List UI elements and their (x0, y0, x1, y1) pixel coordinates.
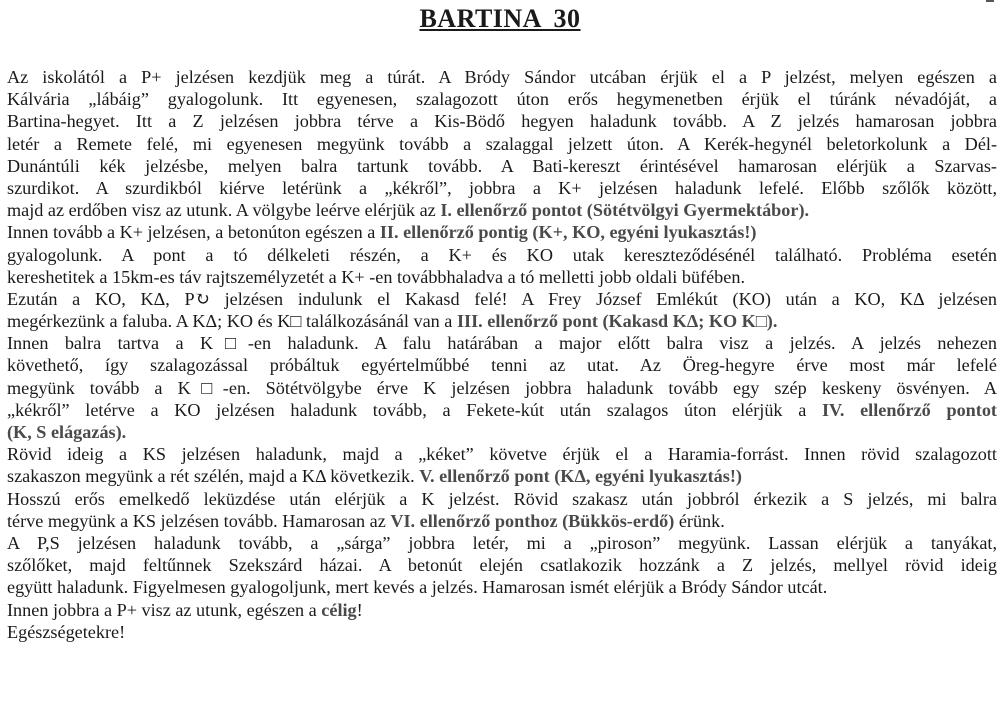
text-line (7, 554, 997, 576)
checkpoint-text: célig (321, 599, 357, 620)
text-segment: követhető, így szalagozással próbáltuk egyértelműbbé tenni az utat. Az Öreg-hegyre érve most már lefelé (7, 355, 997, 376)
text-line (7, 110, 997, 132)
text-line (7, 532, 997, 554)
text-line (7, 488, 997, 510)
text-segment: Hosszú erős emelkedő leküzdése után elérjük a K jelzést. Rövid szakasz után jobbról érkezik a S jelzés, mi balra (7, 488, 997, 509)
checkpoint-text: I. ellenőrző pontot (Sötétvölgyi Gyermektábor). (440, 200, 810, 221)
text-segment: együtt haladunk. Figyelmesen gyalogoljunk, mert kevés a jelzés. Hamarosan ismét elérjük a Bródy Sándor utcát. (7, 577, 828, 598)
text-segment: majd az erdőben visz az utunk. A völgybe leérve elérjük az (7, 200, 441, 221)
text-segment: szőlőket, majd feltűnnek Szekszárd házai. A betonút elején csatlakozik hozzánk a Z jelzés, mellyel rövid ideig (7, 555, 997, 576)
text-line (7, 332, 997, 354)
text-segment: Innen tovább a K+ jelzésen, a betonúton egészen a (7, 222, 380, 243)
text-segment: megérkezünk a faluba. A KΔ; KO és K□ találkozásánál van a (7, 311, 457, 332)
text-segment: letér a Remete felé, mi egyenesen megyünk tovább a szalaggal jelzett úton. A Kerék-hegynél beletorkolunk a Dél- (7, 133, 997, 154)
text-segment: ! (356, 599, 363, 620)
route-description (7, 66, 997, 643)
text-segment: térve megyünk a KS jelzésen tovább. Hamarosan az (7, 510, 391, 531)
text-line (7, 510, 997, 532)
text-line (7, 465, 997, 487)
text-segment: Ezután a KO, KΔ, P↻ jelzésen indulunk el Kakasd felé! A Frey József Emlékút (KO) után a KO, KΔ jelzésen (7, 288, 997, 309)
text-segment: Innen jobbra a P+ visz az utunk, egészen a (7, 599, 322, 620)
text-segment: „kékről” letérve a KO jelzésen haladunk tovább, a Fekete-kút után szalagos úton elérjük a (7, 399, 822, 420)
text-line (7, 244, 997, 266)
text-segment: Rövid ideig a KS jelzésen haladunk, majd a „kéket” követve érjük el a Haramia-forrást. Innen rövid szalagozott (7, 444, 997, 465)
text-segment: kereshetitek a 15km-es táv rajtszemélyzetét a K+ -en továbbhaladva a tó melletti jobb oldali büfében. (7, 266, 745, 287)
text-segment: szakaszon megyünk a rét szélén, majd a KΔ következik. (7, 466, 420, 487)
checkpoint-text: IV. ellenőrző pontot (821, 399, 997, 420)
text-line (7, 177, 997, 199)
text-segment: szurdikot. A szurdikból kiérve letérünk a „kékről”, jobbra a K+ jelzésen haladunk lefelé. Előbb szőlők között, (7, 177, 997, 198)
page-title: BARTINA 30 (419, 4, 581, 33)
text-line (7, 155, 997, 177)
text-segment: megyünk tovább a K□-en. Sötétvölgybe érve K jelzésen jobbra haladunk tovább egy szép keskeny ösvényen. A (7, 377, 997, 398)
checkpoint-text: III. ellenőrző pont (Kakasd KΔ; KO K□). (456, 311, 778, 332)
text-segment: Az iskolától a P+ jelzésen kezdjük meg a túrát. A Bródy Sándor utcában érjük el a P jelzést, melyen egészen a (7, 67, 997, 87)
text-line (7, 288, 997, 310)
text-segment: Kálvária „lábáig” gyalogolunk. Itt egyenesen, szalagozott úton erős hegymenetben érjük el túránk névadóját, a (7, 89, 997, 110)
text-line (7, 66, 997, 88)
text-line (7, 354, 997, 376)
text-line (7, 621, 997, 643)
text-segment: gyalogolunk. A pont a tó délkeleti részén, a K+ és KO utak kereszteződésénél található. Probléma esetén (7, 244, 997, 265)
text-segment: Dunántúli kék jelzésbe, melyen balra tartunk tovább. A Bati-kereszt érintésével hamarosan elérjük a Szarvas- (7, 155, 997, 176)
text-line (7, 310, 997, 332)
checkpoint-text: (K, S elágazás). (7, 422, 127, 442)
checkpoint-text: V. ellenőrző pont (KΔ, egyéni lyukasztás!) (419, 466, 742, 487)
text-line (7, 266, 997, 288)
text-segment: Bartina-hegyet. Itt a Z jelzésen jobbra térve a Kis-Bödő hegyen haladunk tovább. A Z jelzés hamarosan jobbra (7, 111, 997, 132)
text-line (7, 377, 997, 399)
text-line (7, 421, 997, 443)
text-segment: érünk. (674, 510, 725, 531)
text-line (7, 576, 997, 598)
text-line (7, 199, 997, 221)
text-line (7, 599, 997, 621)
checkpoint-text: II. ellenőrző pontig (K+, KO, egyéni lyukasztás!) (379, 222, 757, 243)
text-line (7, 88, 997, 110)
text-line (7, 221, 997, 243)
text-line (7, 399, 997, 421)
text-line (7, 133, 997, 155)
text-segment: A P,S jelzésen haladunk tovább, a „sárga” jobbra letér, mi a „piroson” megyünk. Lassan elérjük a tanyákat, (7, 532, 997, 553)
checkpoint-text: VI. ellenőrző ponthoz (Bükkös-erdő) (390, 510, 675, 531)
text-line (7, 443, 997, 465)
text-segment: Innen balra tartva a K□-en haladunk. A falu határában a major előtt balra visz a jelzés. A jelzés nehezen (7, 333, 997, 354)
text-segment: Egészségetekre! (7, 621, 126, 642)
